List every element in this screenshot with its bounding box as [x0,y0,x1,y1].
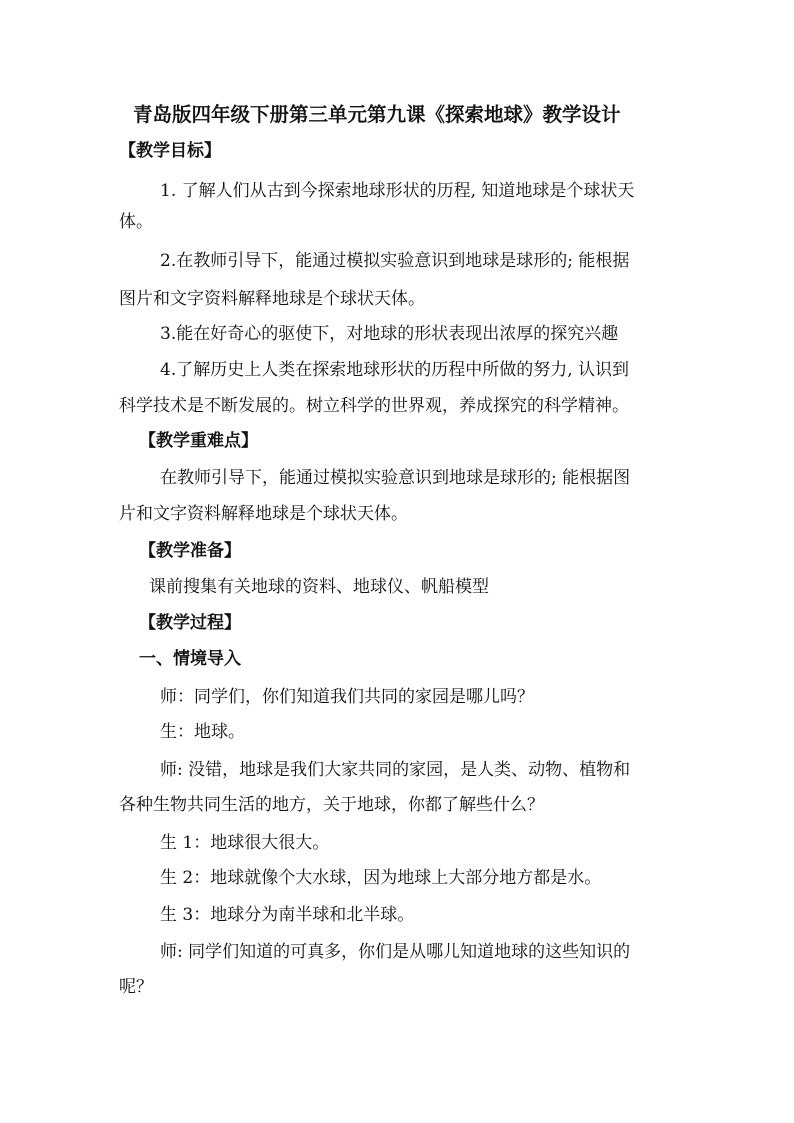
dialog-2: 生：地球。 [160,722,245,742]
dialog-6: 生 3：地球分为南半球和北半球。 [160,905,415,925]
key-points-line-2: 片和文字资料解释地球是个球状天体。 [119,504,408,524]
dialog-7-line-2: 呢？ [119,977,153,997]
goal-3: 3.能在好奇心的驱使下，对地球的形状表现出浓厚的探究兴趣 [160,324,619,344]
process-heading: 【教学过程】 [139,613,241,633]
goals-heading: 【教学目标】 [119,141,221,161]
goal-4-line-2: 科学技术是不断发展的。树立科学的世界观，养成探究的科学精神。 [119,396,629,416]
goal-1-line-2: 体。 [119,212,153,232]
key-points-heading: 【教学重难点】 [139,431,258,451]
key-points-line-1: 在教师引导下，能通过模拟实验意识到地球是球形的; 能根据图 [160,468,631,488]
goal-2-line-1: 2.在教师引导下，能通过模拟实验意识到地球是球形的; 能根据 [160,251,630,271]
section-1-heading: 一、情境导入 [139,649,241,669]
prep-text: 课前搜集有关地球的资料、地球仪、帆船模型 [149,577,489,597]
goal-1-line-1: 1. 了解人们从古到今探索地球形状的历程, 知道地球是个球状天 [160,181,635,201]
goal-2-line-2: 图片和文字资料解释地球是个球状天体。 [119,289,425,309]
dialog-4: 生 1：地球很大很大。 [160,833,330,853]
goal-4-line-1: 4.了解历史上人类在探索地球形状的历程中所做的努力, 认识到 [160,360,630,380]
dialog-1: 师：同学们，你们知道我们共同的家园是哪儿吗？ [160,687,534,707]
dialog-5: 生 2：地球就像个大水球，因为地球上大部分地方都是水。 [160,868,602,888]
document-title: 青岛版四年级下册第三单元第九课《探索地球》教学设计 [133,103,621,126]
dialog-3-line-2: 各种生物共同生活的地方，关于地球，你都了解些什么？ [119,795,544,815]
dialog-7-line-1: 师: 同学们知道的可真多，你们是从哪儿知道地球的这些知识的 [160,942,631,962]
prep-heading: 【教学准备】 [139,541,241,561]
dialog-3-line-1: 师: 没错，地球是我们大家共同的家园，是人类、动物、植物和 [160,760,631,780]
